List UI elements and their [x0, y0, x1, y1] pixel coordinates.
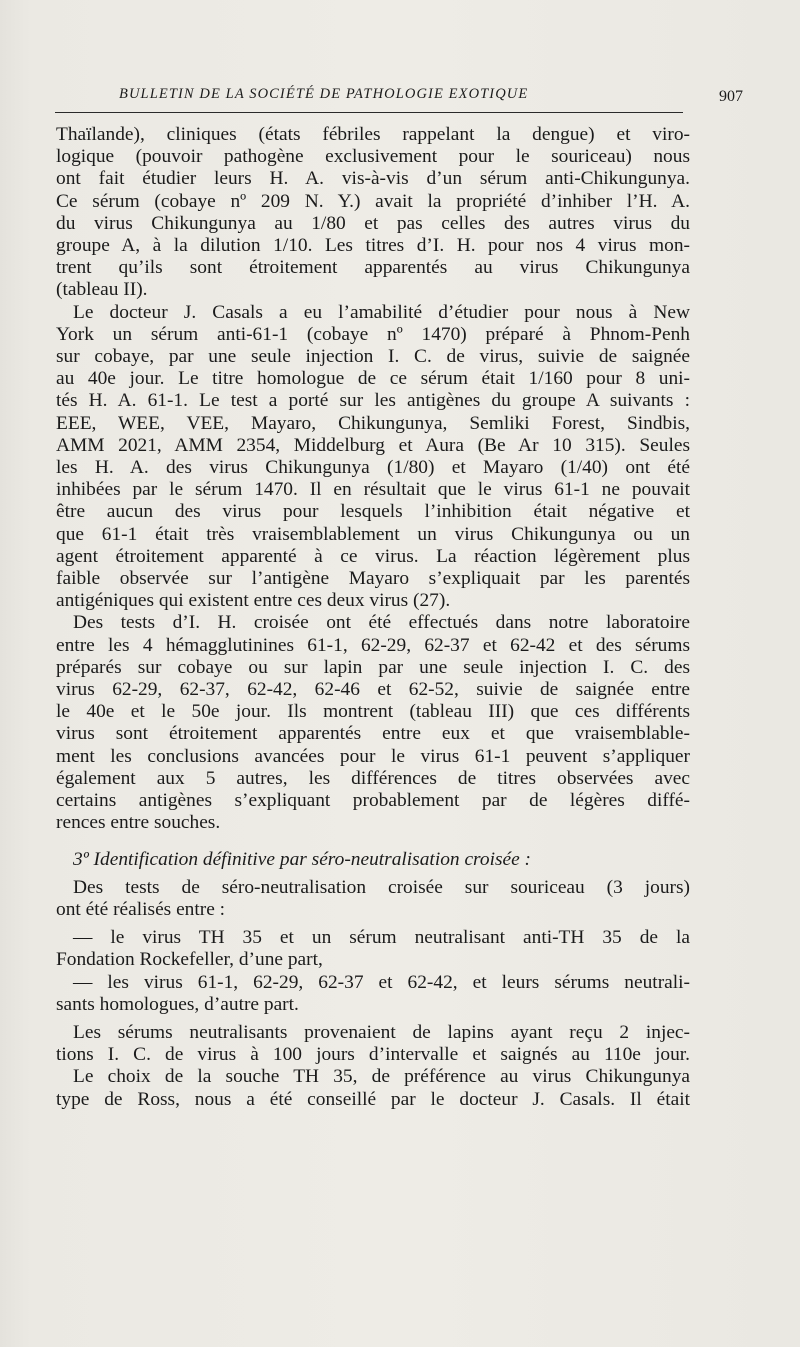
page-number: 907 — [719, 88, 743, 105]
text-line: type de Ross, nous a été conseillé par le docteur J. Casals. Il était — [56, 1088, 690, 1110]
text-line: Thaïlande), cliniques (états fébriles rappelant la dengue) et viro- — [56, 124, 690, 145]
text-line: agent étroitement apparenté à ce virus. La réaction légèrement plus — [56, 545, 690, 567]
text-line: Le docteur J. Casals a eu l’amabilité d’étudier pour nous à New — [73, 301, 690, 323]
text-line: sants homologues, d’autre part. — [56, 993, 299, 1015]
header-rule — [55, 112, 683, 113]
text-line: Des tests de séro-neutralisation croisée sur souriceau (3 jours) — [73, 876, 690, 898]
text-line: virus sont étroitement apparentés entre eux et que vraisemblable- — [56, 723, 690, 745]
text-line: AMM 2021, AMM 2354, Middelburg et Aura (Be Ar 10 315). Seules — [56, 434, 690, 456]
section-heading: 3º Identification définitive par séro-neutralisation croisée : — [73, 848, 532, 870]
text-line: Les sérums neutralisants provenaient de lapins ayant reçu 2 injec- — [73, 1021, 690, 1043]
text-line: Le choix de la souche TH 35, de préférence au virus Chikungunya — [73, 1066, 690, 1088]
text-line: ont été réalisés entre : — [56, 898, 226, 920]
text-line: groupe A, à la dilution 1/10. Les titres d’I. H. pour nos 4 virus mon- — [56, 235, 690, 257]
text-line: que 61-1 était très vraisemblablement un virus Chikungunya ou un — [56, 523, 690, 545]
text-line: antigéniques qui existent entre ces deux virus (27). — [56, 590, 451, 612]
text-line: également aux 5 autres, les différences de titres observées avec — [56, 767, 690, 789]
text-line: tés H. A. 61-1. Le test a porté sur les antigènes du groupe A suivants : — [56, 390, 690, 412]
text-line: virus 62-29, 62-37, 62-42, 62-46 et 62-52, suivie de saignée entre — [56, 679, 690, 701]
text-line: inhibées par le sérum 1470. Il en résultait que le virus 61-1 ne pouvait — [56, 479, 690, 501]
text-line: du virus Chikungunya au 1/80 et pas celles des autres virus du — [56, 212, 690, 234]
text-line: préparés sur cobaye ou sur lapin par une seule injection I. C. des — [56, 656, 690, 678]
text-line: sur cobaye, par une seule injection I. C. de virus, suivie de saignée — [56, 346, 690, 368]
text-line: Ce sérum (cobaye nº 209 N. Y.) avait la propriété d’inhiber l’H. A. — [56, 190, 690, 212]
text-line: tions I. C. de virus à 100 jours d’intervalle et saignés au 110e jour. — [56, 1044, 690, 1066]
text-line: trent qu’ils sont étroitement apparentés au virus Chikungunya — [56, 257, 690, 279]
text-line: Des tests d’I. H. croisée ont été effectués dans notre laboratoire — [73, 612, 690, 634]
text-line: entre les 4 hémagglutinines 61-1, 62-29, 62-37 et 62-42 et des sérums — [56, 634, 690, 656]
text-line: — les virus 61-1, 62-29, 62-37 et 62-42, et leurs sérums neutrali- — [73, 971, 690, 993]
text-line: ment les conclusions avancées pour le virus 61-1 peuvent s’appliquer — [56, 745, 690, 767]
running-head: BULLETIN DE LA SOCIÉTÉ DE PATHOLOGIE EXOTIQUE — [119, 86, 529, 102]
text-line: les H. A. des virus Chikungunya (1/80) et Mayaro (1/40) ont été — [56, 457, 690, 479]
text-line: au 40e jour. Le titre homologue de ce sérum était 1/160 pour 8 uni- — [56, 368, 690, 390]
text-line: certains antigènes s’expliquant probablement par de légères diffé- — [56, 790, 690, 812]
text-line: — le virus TH 35 et un sérum neutralisant anti-TH 35 de la — [73, 927, 690, 949]
text-line: (tableau II). — [56, 279, 148, 301]
text-line: rences entre souches. — [56, 812, 221, 834]
body-text — [56, 124, 690, 1111]
text-line: York un sérum anti-61-1 (cobaye nº 1470) préparé à Phnom-Penh — [56, 323, 690, 345]
paragraph-gap — [56, 835, 690, 849]
text-line: logique (pouvoir pathogène exclusivement pour le souriceau) nous — [56, 146, 690, 168]
text-line: le 40e et le 50e jour. Ils montrent (tableau III) que ces différents — [56, 701, 690, 723]
text-line: être aucun des virus pour lesquels l’inhibition était négative et — [56, 501, 690, 523]
text-line: ont fait étudier leurs H. A. vis-à-vis d’un sérum anti-Chikungunya. — [56, 168, 690, 190]
text-line: EEE, WEE, VEE, Mayaro, Chikungunya, Semliki Forest, Sindbis, — [56, 412, 690, 434]
page-header — [55, 86, 745, 112]
text-line: faible observée sur l’antigène Mayaro s’expliquait par les parentés — [56, 568, 690, 590]
text-line: Fondation Rockefeller, d’une part, — [56, 949, 323, 971]
